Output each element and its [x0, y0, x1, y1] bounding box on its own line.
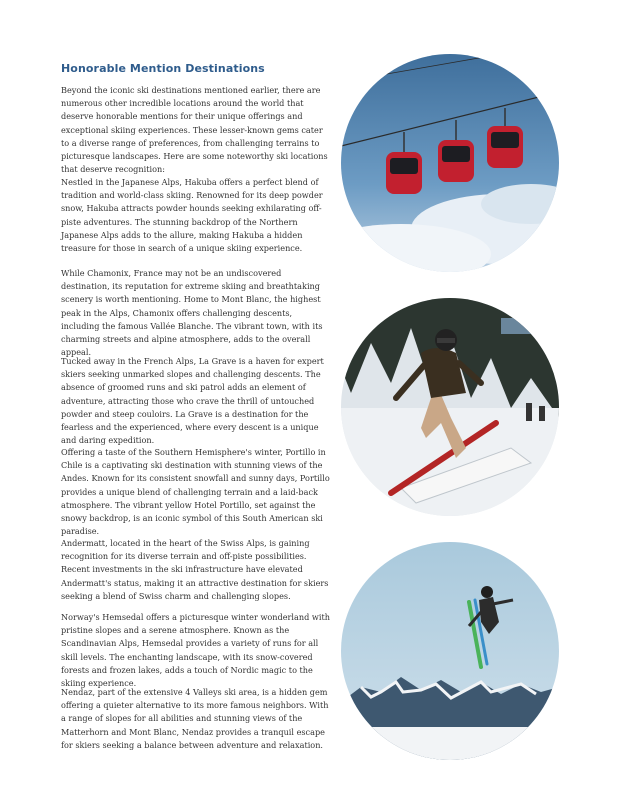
paragraph-intro: Beyond the iconic ski destinations mentioned earlier, there are numerous other incredible locations around the world that deserve honorable mentions for their unique offerings and exceptional skiing experiences. These lesser-known gems cater to a diverse range of preferences, from challenging terrains to picturesque landscapes. Here are some noteworthy ski locations that deserve recognition:: [61, 85, 328, 175]
rail-skier-illustration: [341, 298, 559, 516]
paragraph-hakuba: Nestled in the Japanese Alps, Hakuba offers a perfect blend of tradition and world-class skiing. Renowned for its deep powder snow, Hakuba attracts powder hounds seeking exhilarating off-piste adventures. The stunning backdrop of the Northern Japanese Alps adds to the allure, making Hakuba a hidden treasure for those in search of a unique skiing experience.: [61, 177, 323, 254]
gondola-lift-illustration: [341, 54, 559, 272]
paragraph-la-grave: Tucked away in the French Alps, La Grave is a haven for expert skiers seeking unmarked slopes and challenging descents. The absence of groomed runs and ski patrol adds an element of adventure, attracting those who crave the thrill of untouched powder and steep couloirs. La Grave is a destination for the fearless and the experienced, where every descent is a unique and daring expedition.: [61, 356, 324, 446]
aerial-skier-illustration: [341, 542, 559, 760]
paragraph-portillo: Offering a taste of the Southern Hemisphere's winter, Portillo in Chile is a captivating ski destination with stunning views of the Andes. Known for its consistent snowfall and sunny days, Portillo provides a unique blend of challenging terrain and a laid-back atmosphere. The vibrant yellow Hotel Portillo, set against the snowy backdrop, is an iconic symbol of this South American ski paradise.: [61, 447, 330, 537]
paragraph-hemsedal: Norway's Hemsedal offers a picturesque winter wonderland with pristine slopes and a serene atmosphere. Known as the Scandinavian Alps, Hemsedal provides a variety of runs for all skill levels. The enchanting landscape, with its snow-covered forests and frozen lakes, adds a touch of Nordic magic to the skiing experience.: [61, 612, 330, 689]
aerial-skier-photo: [341, 542, 559, 760]
paragraph-andermatt: Andermatt, located in the heart of the Swiss Alps, is gaining recognition for its diverse terrain and off-piste possibilities. Recent investments in the ski infrastructure have elevated Andermatt's status, making it an attractive destination for skiers seeking a blend of Swiss charm and challenging slopes.: [61, 538, 329, 601]
paragraph-chamonix: While Chamonix, France may not be an undiscovered destination, its reputation for extreme skiing and breathtaking scenery is worth mentioning. Home to Mont Blanc, the highest peak in the Alps, Chamonix offers challenging descents, including the famous Vallée Blanche. The vibrant town, with its charming streets and alpine atmosphere, adds to the overall appeal.: [61, 268, 323, 358]
gondola-lift-photo: [341, 54, 559, 272]
rail-skier-photo: [341, 298, 559, 516]
paragraph-nendaz: Nendaz, part of the extensive 4 Valleys ski area, is a hidden gem offering a quieter alternative to its more famous neighbors. With a range of slopes for all abilities and stunning views of the Matterhorn and Mont Blanc, Nendaz provides a tranquil escape for skiers seeking a balance between adventure and relaxation.: [61, 687, 329, 750]
page-title: Honorable Mention Destinations: [61, 62, 265, 75]
